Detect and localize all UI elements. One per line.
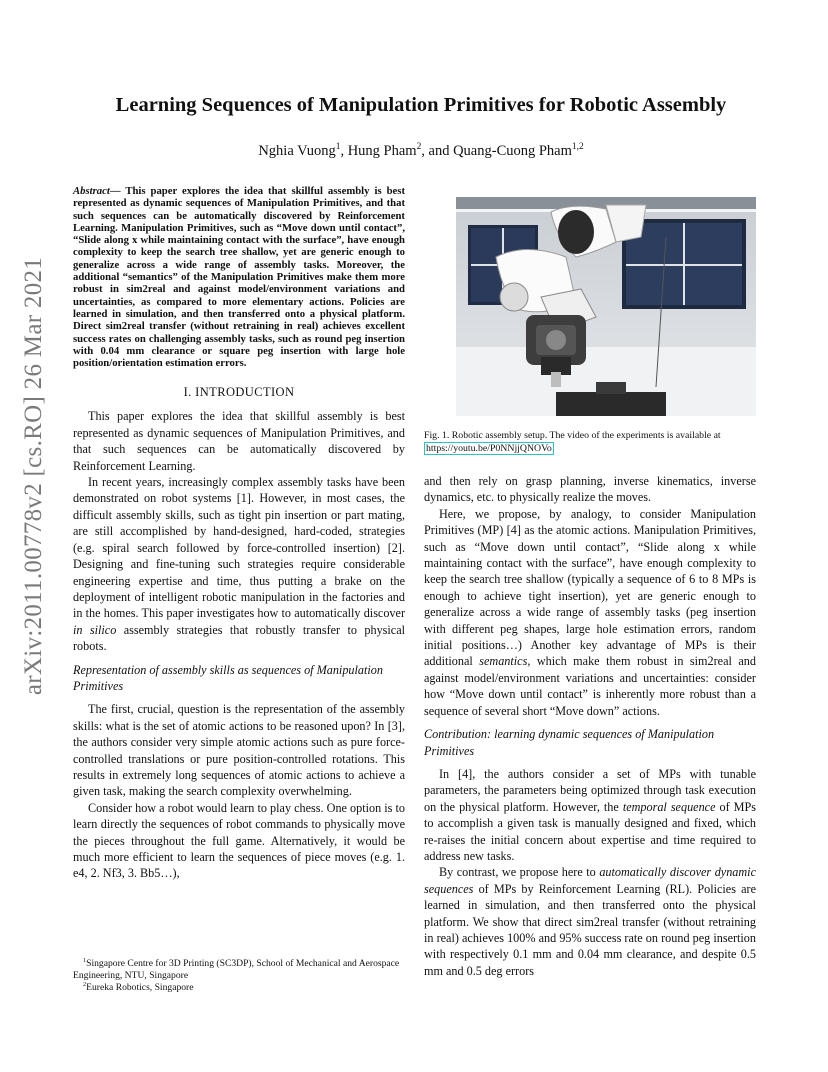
- paragraph-text: In [4], the authors consider a set of MPs with tunable parameters, the parameters being optimized through task execution on the physical platform. However, the: [424, 766, 756, 814]
- author-name: Hung Pham: [347, 143, 417, 159]
- robot-setup-photo: [456, 197, 756, 416]
- abstract-label: Abstract: [73, 185, 110, 197]
- arxiv-identifier-stamp: [0, 0, 60, 1072]
- affiliation-mark: 1,2: [571, 142, 584, 153]
- paragraph-text: , which make them robust in sim2real and against model/environment variations and uncertainties: consider how “Move down until contact” is inherently more robust than a sequence of several short “Move down” actions.: [424, 654, 756, 718]
- author-separator: , and: [421, 143, 454, 159]
- section-heading-introduction: I. INTRODUCTION: [183, 385, 295, 400]
- author-name: Nghia Vuong: [258, 143, 336, 159]
- arxiv-stamp-text: arXiv:2011.00778v2 [cs.RO] 26 Mar 2021: [20, 256, 47, 696]
- paragraph: [73, 474, 405, 654]
- abstract: [73, 185, 405, 369]
- introduction-body-continued: [424, 473, 756, 979]
- emphasis-text: temporal sequence: [622, 799, 716, 814]
- introduction-body: [73, 408, 405, 881]
- affiliation-mark: 2: [416, 142, 422, 153]
- paragraph: [424, 864, 756, 979]
- footnote: [73, 982, 405, 994]
- paragraph-text: assembly strategies that robustly transfer to physical robots.: [73, 622, 406, 654]
- paragraph-text: In recent years, increasingly complex assembly tasks have been demonstrated on robot systems [1]. However, in most cases, the difficult assembly skills, such as tight pin insertion or part mating, are still accomplished by hand-designed, hard-coded, strategies (e.g. spiral search followed by force-controlled insertion) [2]. Designing and fine-tuning such strategies require considerable engineering expertise and time, thus putting a brake on the deployment of intelligent robotic manipulation in the factories and in the homes. This paper investigates how to automatically discover: [73, 475, 405, 621]
- footnote-text: Singapore Centre for 3D Printing (SC3DP), School of Mechanical and Aerospace Engineering, NTU, Singapore: [73, 958, 400, 981]
- footnote-mark: 2: [83, 980, 87, 988]
- footnote-mark: 1: [83, 956, 87, 964]
- figure-caption: [424, 430, 756, 455]
- subsection-heading-contribution: Contribution: learning dynamic sequences of Manipulation Primitives: [424, 727, 715, 758]
- abstract-dash: —: [109, 185, 126, 197]
- emphasis-text: in silico: [73, 622, 117, 637]
- paragraph: [424, 506, 756, 719]
- footnotes: [73, 958, 405, 994]
- paragraph-text: By contrast, we propose here to: [439, 865, 600, 880]
- author-separator: ,: [340, 143, 348, 159]
- paragraph: and then rely on grasp planning, inverse kinematics, inverse dynamics, etc. to physically realize the moves.: [424, 474, 756, 505]
- author-list: [60, 143, 782, 160]
- paragraph: The first, crucial, question is the representation of the assembly skills: what is the set of atomic actions to be reasoned upon? In [3], the authors consider very simple atomic actions such as pure force-controlled translations or pure position-controlled rotations. This results in extremely long sequences of atomic actions to achieve a given task, making the search complexity overwhelming.: [73, 702, 405, 799]
- paper-title: Learning Sequences of Manipulation Primitives for Robotic Assembly: [115, 94, 727, 116]
- footnote-text: Eureka Robotics, Singapore: [86, 982, 194, 993]
- subsection-heading-representation: Representation of assembly skills as sequences of Manipulation Primitives: [73, 662, 383, 693]
- paragraph: [424, 766, 756, 864]
- robot-arm-illustration: [456, 197, 756, 416]
- right-column: [424, 473, 756, 979]
- caption-text: Fig. 1. Robotic assembly setup. The video of the experiments is available at: [424, 430, 721, 441]
- paragraph-text: Here, we propose, by analogy, to consider Manipulation Primitives (MP) [4] as the atomic actions. Manipulation Primitives, such as “Move down until contact”, “Slide along x while maintaining contact with the surface”, have enough complexity to keep the search tree shallow (typically a sequence of 6 to 8 MPs is enough to achieve tight insertion), yet are generic enough to generalize across a wide range of assembly tasks (peg insertion with different peg shapes, large hole estimation errors, random initial positions…) Another key advantage of MPs is their additional: [424, 506, 756, 669]
- paragraph-text: of MPs by Reinforcement Learning (RL). Policies are learned in simulation, and then transferred onto the physical platform. We show that direct sim2real transfer (without retraining in real) achieves 100% and 95% success rate on round peg insertion with respectively 0.1 mm and 0.04 mm clearance, and despite 0.5 mm and 0.5 deg errors: [424, 881, 756, 978]
- paragraph: Consider how a robot would learn to play chess. One option is to learn directly the sequences of robot commands to physically move the pieces throughout the full game. Alternatively, it would be much more efficient to learn the sequences of piece moves (e.g. 1. e4, 2. Nf3, 3. Bb5…),: [73, 800, 405, 881]
- emphasis-text: automatically discover dynamic sequences: [424, 865, 756, 896]
- abstract-text: This paper explores the idea that skillful assembly is best represented as dynamic sequences of Manipulation Primitives, and that such sequences can be automatically discovered by Reinforcement Learning. Manipulation Primitives, such as “Move down until contact”, “Slide along x while maintaining contact with the surface”, have enough complexity to keep the search tree shallow, yet are generic enough to generalize across a wide range of assembly tasks. Moreover, the additional “semantics” of the Manipulation Primitives make them more robust in sim2real and against model/environment variations and uncertainties, as compared to more elementary actions. Policies are learned in simulation, and then transferred onto a physical platform. Direct sim2real transfer (without retraining in real) achieves excellent success rates on challenging assembly tasks, such as round peg insertion with 0.04 mm clearance or square peg insertion with large hole position/orientation estimation errors.: [73, 185, 406, 370]
- affiliation-mark: 1: [335, 142, 341, 153]
- video-link[interactable]: https://youtu.be/P0NNjjQNOVo: [426, 442, 552, 454]
- paragraph-text: of MPs to accomplish a given task is manually designed and fixed, which re-raises the initial concern about expertise and time required to address new tasks.: [424, 799, 756, 863]
- left-column: [73, 185, 405, 882]
- author-name: Quang-Cuong Pham: [453, 143, 572, 159]
- paragraph: This paper explores the idea that skillful assembly is best represented as dynamic sequences of Manipulation Primitives, and that such sequences can be automatically discovered by Reinforcement Learning.: [73, 409, 405, 473]
- emphasis-text: semantics: [479, 654, 528, 669]
- footnote: [73, 958, 405, 982]
